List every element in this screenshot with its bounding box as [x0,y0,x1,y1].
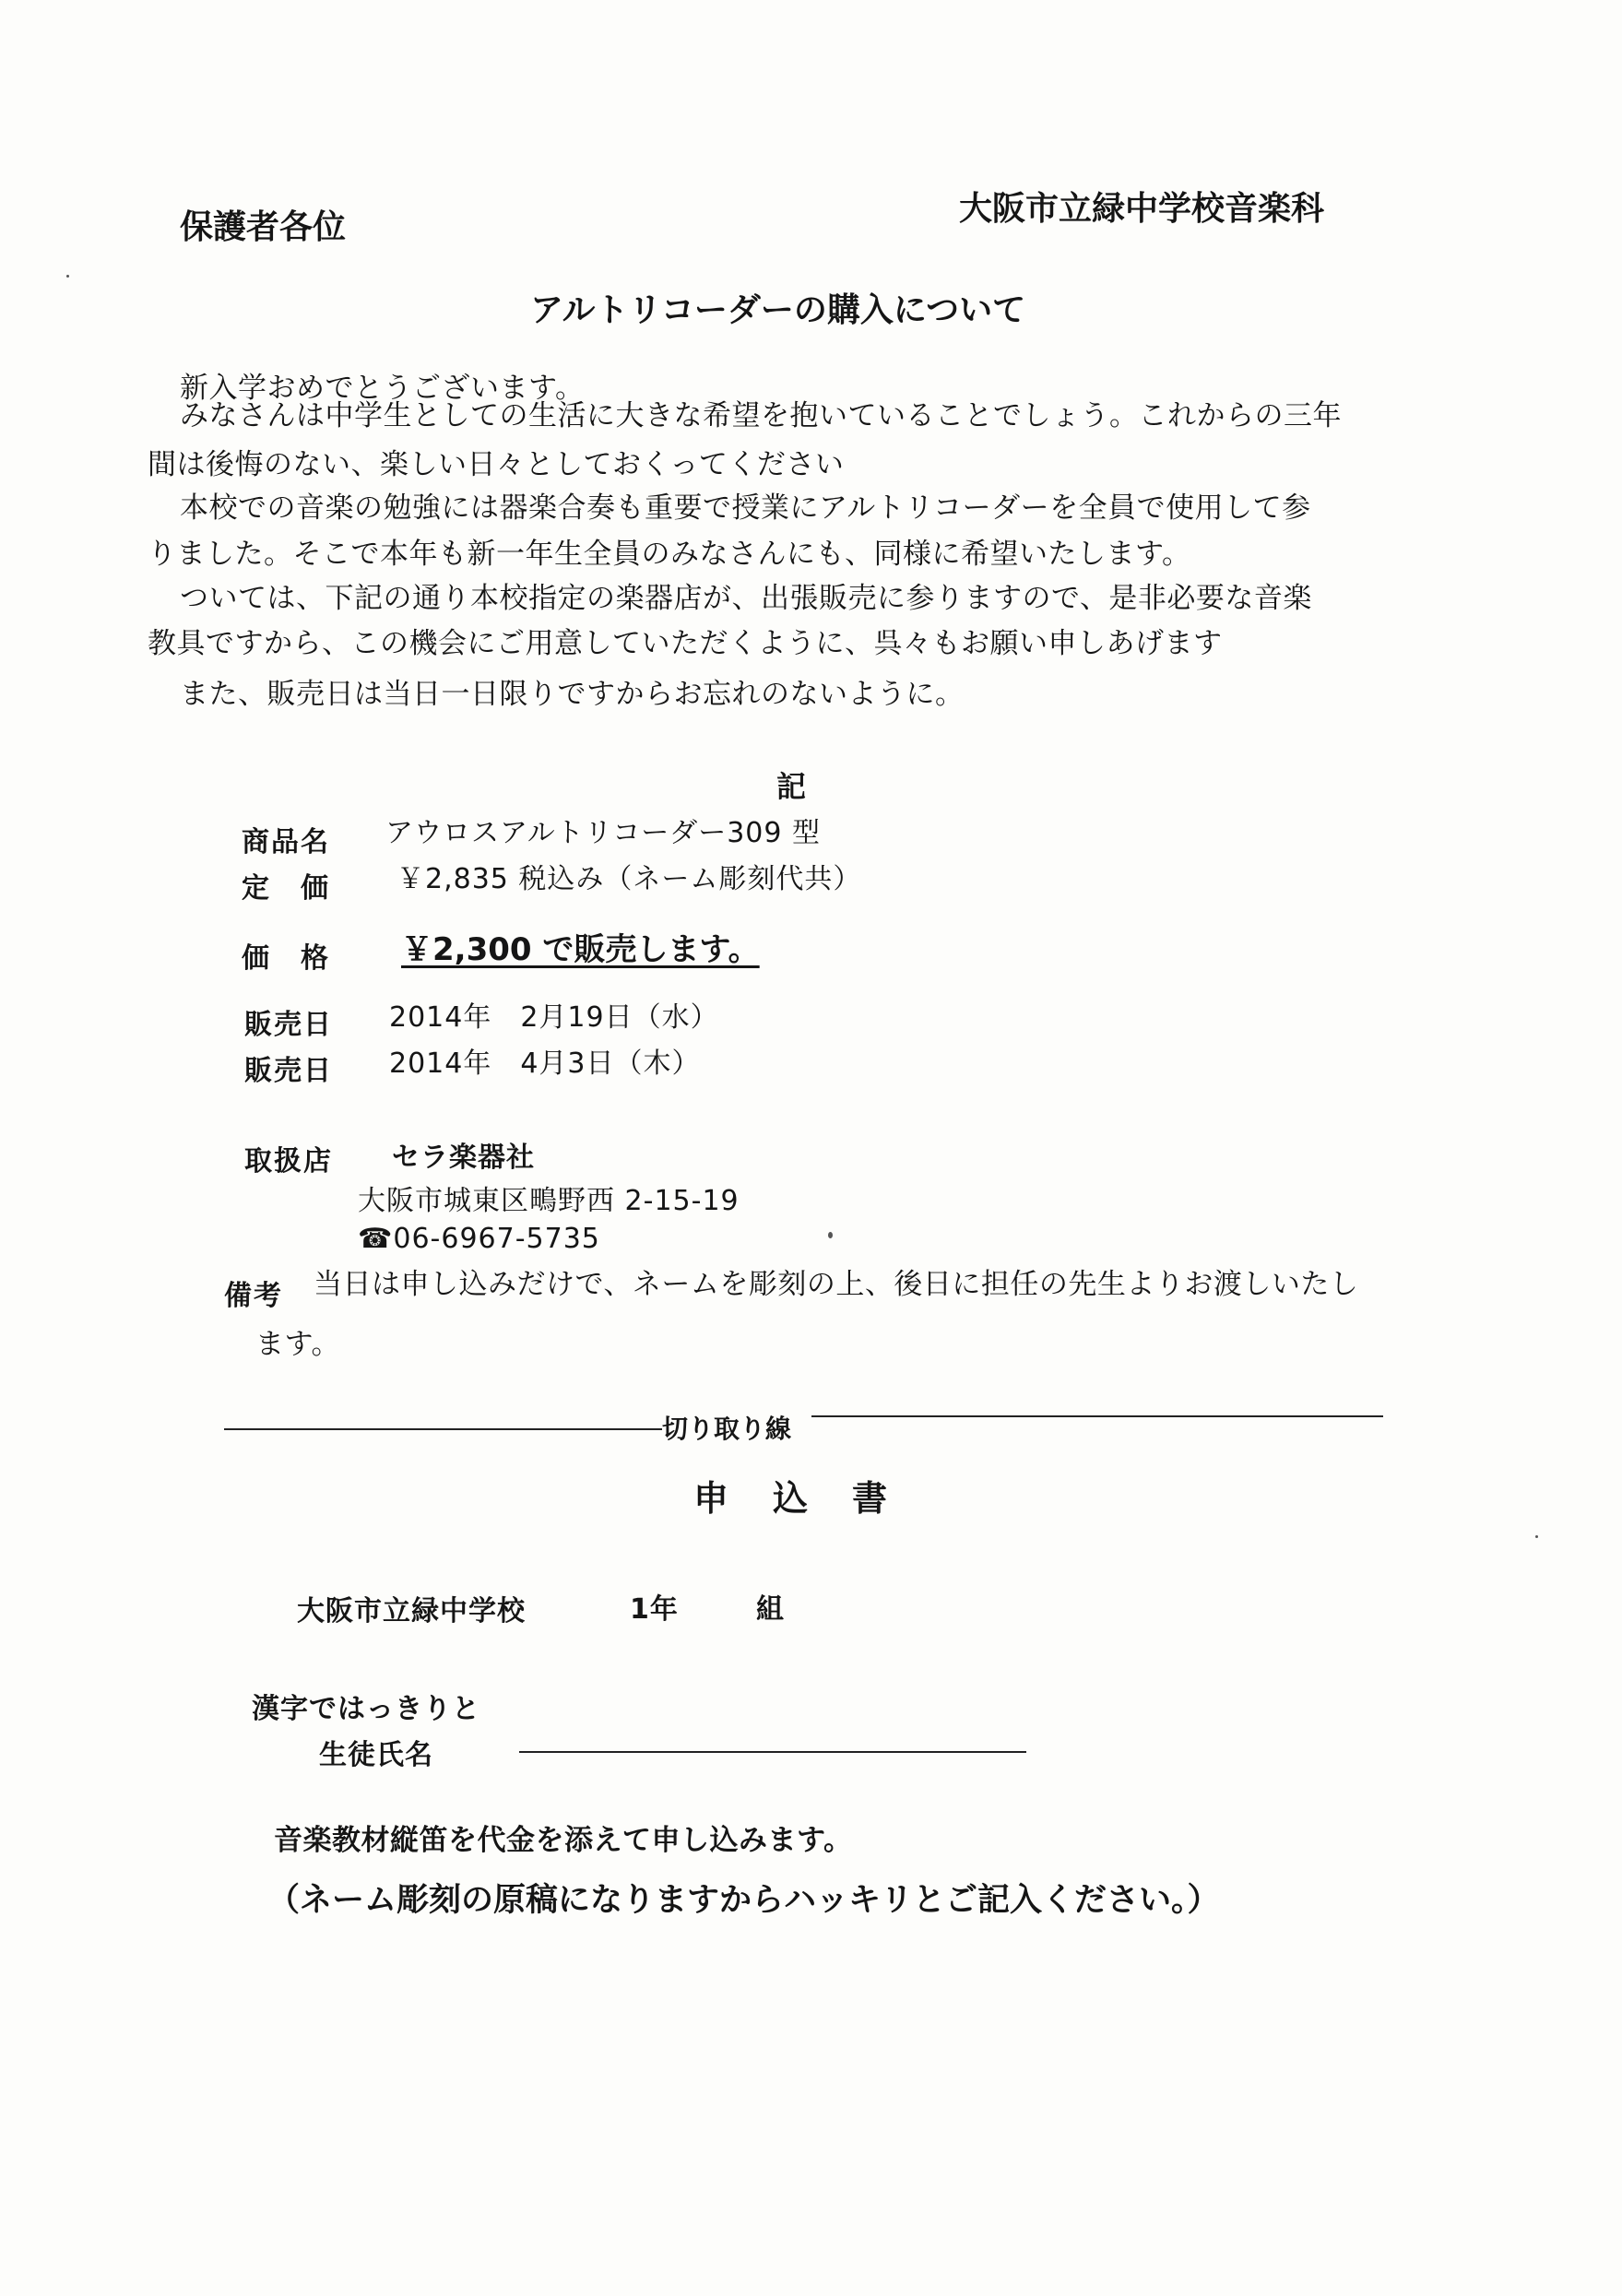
student-name-label: 生徒氏名 [319,1739,433,1771]
apply-text: 音楽教材縦笛を代金を添えて申し込みます。 [274,1824,853,1857]
scan-speck [1535,1535,1538,1538]
sale-date-label: 販売日 [244,1009,333,1041]
student-name-line [519,1751,1026,1753]
sale-date-value: 2014年 4月3日（木） [389,1047,701,1080]
ki-mark: 記 [776,769,807,804]
sale-date-label: 販売日 [244,1055,333,1087]
body-line: ついては、下記の通り本校指定の楽器店が、出張販売に参りますので、是非必要な音楽 [180,582,1312,615]
list-price-label: 定 価 [242,872,330,905]
note-label: 備考 [224,1280,283,1312]
body-line: 教具ですから、この機会にご用意していただくように、呉々もお願い申しあげます [148,627,1223,660]
dealer-phone: ☎06-6967-5735 [358,1223,600,1255]
body-line: 間は後悔のない、楽しい日々としておくってください [148,448,845,481]
dealer-name: セラ楽器社 [392,1142,535,1174]
dealer-label: 取扱店 [244,1145,333,1178]
body-line: りました。そこで本年も新一年生全員のみなさんにも、同様に希望いたします。 [148,538,1191,571]
sender: 大阪市立緑中学校音楽科 [959,190,1325,228]
note-line: ます。 [255,1328,341,1361]
sale-date-value: 2014年 2月19日（水） [389,1001,719,1034]
recipient: 保護者各位 [180,208,347,246]
cut-line-left [224,1428,662,1430]
cut-line-label: 切り取り線 [662,1414,792,1444]
school-name: 大阪市立緑中学校 [297,1595,526,1627]
price-value: ￥2,300 で販売します。 [401,931,760,968]
engraving-note: （ネーム彫刻の原稿になりますからハッキリとご記入ください。） [267,1882,1220,1919]
note-line: 当日は申し込みだけで、ネームを彫刻の上、後日に担任の先生よりお渡しいたし [314,1268,1359,1301]
cut-line-right [811,1415,1383,1417]
body-line: また、販売日は当日一日限りですからお忘れのないように。 [180,678,965,711]
body-line: 新入学おめでとうございます。 [180,372,585,405]
product-value: アウロスアルトリコーダー309 型 [385,817,821,849]
list-price-value: ￥2,835 税込み（ネーム彫刻代共） [397,863,862,895]
form-title: 申込書 [693,1478,932,1519]
kanji-note: 漢字ではっきりと [252,1693,480,1725]
price-label: 価 格 [242,942,330,975]
body-line: みなさんは中学生としての生活に大きな希望を抱いていることでしょう。これからの三年 [180,399,1342,432]
product-label: 商品名 [242,826,330,858]
body-line: 本校での音楽の勉強には器楽合奏も重要で授業にアルトリコーダーを全員で使用して参 [180,491,1311,525]
class-label: 組 [756,1593,785,1626]
scan-speck [66,275,69,278]
scan-speck [828,1232,833,1238]
dealer-address: 大阪市城東区鴫野西 2-15-19 [358,1185,740,1217]
grade: 1年 [630,1593,679,1626]
document-title: アルトリコーダーの購入について [530,291,1026,329]
